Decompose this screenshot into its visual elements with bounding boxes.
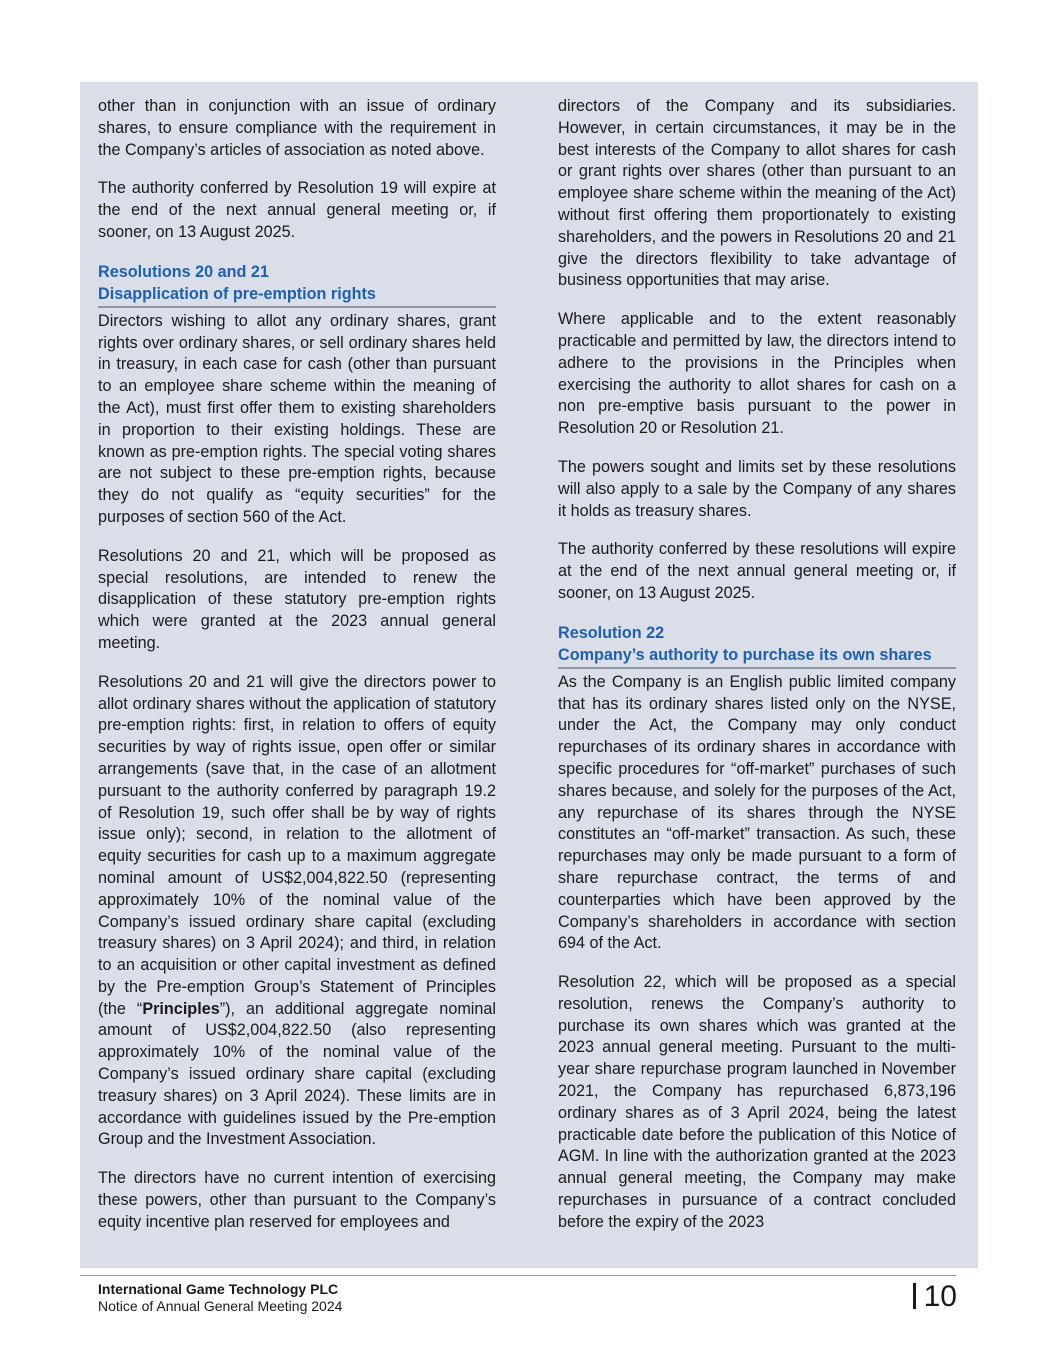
paragraph: The directors have no current intention of exercising these powers, other than pursuant to the Company’s equity incentive plan reserved for employees and (98, 1169, 496, 1231)
paragraph: directors of the Company and its subsidiaries. However, in certain circumstances, it may be in the best interests of the Company to allot shares for cash or grant rights over shares (other than pursuant to an employee share scheme within the meaning of the Act) without first offering them proportionately to existing shareholders, and the powers in Resolutions 20 and 21 give the directors flexibility to take advantage of business opportunities that may arise. (558, 97, 956, 290)
paragraph: Where applicable and to the extent reasonably practicable and permitted by law, the directors intend to adhere to the provisions in the Principles when exercising the authority to allot shares for cash on a non pre-emptive basis pursuant to the power in Resolution 20 or Resolution 21. (558, 310, 956, 438)
paragraph-text: Resolutions 20 and 21 will give the directors power to allot ordinary shares without the application of statutory pre-emption rights: first, in relation to offers of equity securities by way of rights issue, open offer or similar arrangements (save that, in the case of an allotment pursuant to the authority conferred by paragraph 19.2 of Resolution 19, such offer shall be by way of rights issue only); second, in relation to the allotment of equity securities for cash up to a maximum aggregate nominal amount of US$2,004,822.50 (representing approximately 10% of the nominal value of the Company’s issued ordinary share capital (excluding treasury shares) on 3 April 2024); and third, in relation to an acquisition or other capital investment as defined by the Pre-emption Group’s Statement of Principles (the “ (98, 672, 496, 1018)
right-column (558, 96, 956, 1251)
footer-company: International Game Technology PLC (98, 1281, 339, 1297)
heading-subtitle: Disapplication of pre-emption rights (98, 284, 376, 303)
footer-divider (80, 1275, 956, 1276)
left-column (98, 96, 496, 1251)
heading-title: Resolutions 20 and 21 (98, 262, 269, 281)
page-bar-divider (913, 1283, 916, 1309)
paragraph: The authority conferred by these resolutions will expire at the end of the next annual general meeting or, if sooner, on 13 August 2025. (558, 540, 956, 602)
section-heading-resolutions-20-21 (98, 261, 496, 308)
paragraph: The powers sought and limits set by these resolutions will also apply to a sale by the Company of any shares it holds as treasury shares. (558, 457, 956, 520)
page-number-value: 10 (923, 1280, 957, 1313)
footer-document-title: Notice of Annual General Meeting 2024 (98, 1298, 343, 1314)
section-heading-resolution-22 (558, 622, 956, 669)
heading-title: Resolution 22 (558, 623, 665, 642)
paragraph: Resolutions 20 and 21, which will be proposed as special resolutions, are intended to renew the disapplication of these statutory pre-emption rights which were granted at the 2023 annual general meeting. (98, 546, 496, 652)
heading-subtitle: Company’s authority to purchase its own shares (558, 645, 932, 664)
footer (98, 1281, 342, 1315)
defined-term: Principles (142, 999, 220, 1018)
content-panel (80, 82, 978, 1268)
paragraph: The authority conferred by Resolution 19 will expire at the end of the next annual general meeting or, if sooner, on 13 August 2025. (98, 179, 496, 241)
paragraph-text: ”), an additional aggregate nominal amount of US$2,004,822.50 (also representing approximately 10% of the nominal value of the Company’s issued ordinary share capital (excluding treasury shares) on 3 April 2024). These limits are in accordance with guidelines issued by the Pre-emption Group and the Investment Association. (98, 999, 496, 1149)
paragraph: Directors wishing to allot any ordinary shares, grant rights over ordinary shares, or sell ordinary shares held in treasury, in each case for cash (other than pursuant to an employee share scheme within the meaning of the Act), must first offer them to existing shareholders in proportion to their existing holdings. These are known as pre-emption rights. The special voting shares are not subject to these pre-emption rights, because they do not qualify as “equity securities” for the purposes of section 560 of the Act. (98, 311, 496, 526)
paragraph: As the Company is an English public limited company that has its ordinary shares listed only on the NYSE, under the Act, the Company may only conduct repurchases of its ordinary shares in accordance with specific procedures for “off-market” purchases of such shares because, and solely for the purposes of the Act, any repurchase of its shares through the NYSE constitutes an “off-market” transaction. As such, these repurchases may only be made pursuant to a form of share repurchase contract, the terms of and counterparties which have been approved by the Company’s shareholders in accordance with section 694 of the Act. (558, 672, 956, 953)
paragraph: Resolution 22, which will be proposed as a special resolution, renews the Company’s authority to purchase its own shares which was granted at the 2023 annual general meeting. Pursuant to the multi-year share repurchase program launched in November 2021, the Company has repurchased 6,873,196 ordinary shares as of 3 April 2024, being the latest practicable date before the publication of this Notice of AGM. In line with the authorization granted at the 2023 annual general meeting, the Company may make repurchases in pursuance of a contract concluded before the expiry of the 2023 (558, 973, 956, 1231)
paragraph: other than in conjunction with an issue of ordinary shares, to ensure compliance with the requirement in the Company’s articles of association as noted above. (98, 97, 496, 159)
page-number (913, 1280, 957, 1314)
paragraph (98, 672, 496, 1152)
